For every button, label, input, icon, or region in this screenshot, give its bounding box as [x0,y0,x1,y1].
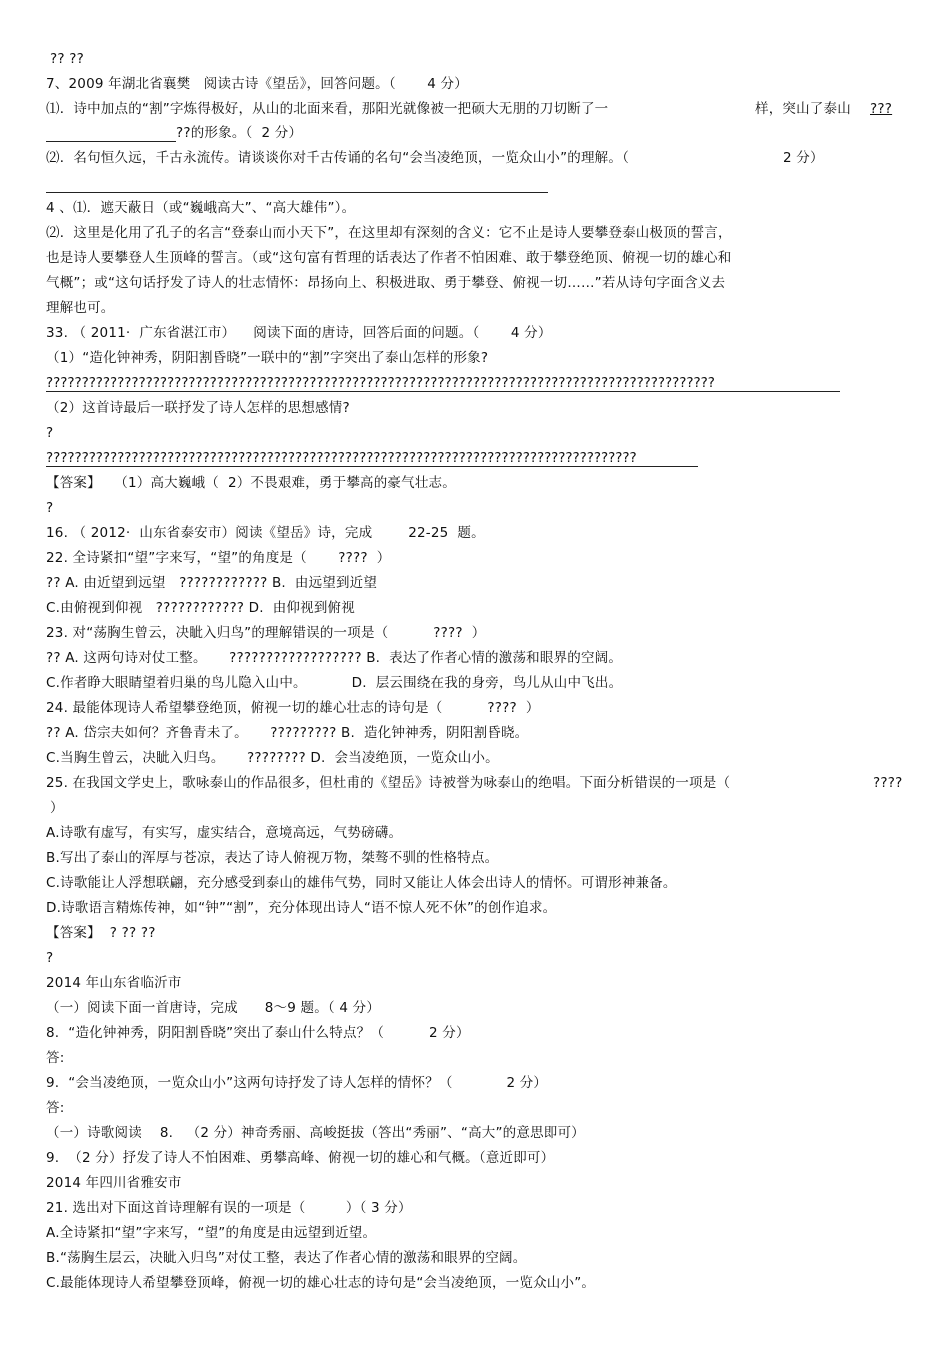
answer-underline [46,391,840,392]
text-line: 23. 对“荡胸生曾云，决眦入归鸟”的理解错误的一项是（ ???? ） [46,625,486,641]
text-line: ⑵．名句恒久远，千古永流传。请谈谈你对千古传诵的名句“会当凌绝顶，一览众山小”的理解。（ [46,150,630,166]
option-line: B.“荡胸生层云，决眦入归鸟”对仗工整，表达了作者心情的激荡和眼界的空阔。 [46,1250,527,1266]
option-line: B.写出了泰山的浑厚与苍凉，表达了诗人俯视万物，桀骜不驯的性格特点。 [46,850,499,866]
text-line: 9. “会当凌绝顶，一览众山小”这两句诗抒发了诗人怎样的情怀？（ 2 分） [46,1075,548,1091]
text-line: 22. 全诗紧扣“望”字来写，“望”的角度是（ ???? ） [46,550,391,566]
text-line: ⑴．诗中加点的“割”字炼得极好，从山的北面来看，那阳光就像被一把硕大无朋的刀切断了一 [46,101,609,117]
answer-underline [46,192,548,193]
answer-line: ⑵．这里是化用了孔子的名言“登泰山而小天下”，在这里却有深刻的含义：它不止是诗人要攀登泰山极顶的誓言， [46,225,732,241]
answer-underline [46,141,176,142]
answer-line: 4 、⑴．遮天蔽日（或“巍峨高大”、“高大雄伟”）。 [46,200,356,216]
text-line: 25. 在我国文学史上，歌咏泰山的作品很多，但杜甫的《望岳》诗被誉为咏泰山的绝唱。下面分析错误的一项是（ [46,775,731,791]
section-heading: 2014 年山东省临沂市 [46,975,182,991]
text-line: 24. 最能体现诗人希望攀登绝顶，俯视一切的雄心壮志的诗句是（ ???? ） [46,700,540,716]
text-line: 8. “造化钟神秀，阴阳割昏晓”突出了泰山什么特点？（ 2 分） [46,1025,470,1041]
answer-line: 【答案】 （1）高大巍峨（ 2）不畏艰难，勇于攀高的豪气壮志。 [46,475,456,491]
section-heading: 2014 年四川省雅安市 [46,1175,182,1191]
text-line: ? [46,500,54,516]
option-line: C.由俯视到仰视 ???????????? D. 由仰视到俯视 [46,600,355,616]
question-heading: 7、2009 年湖北省襄樊 阅读古诗《望岳》，回答问题。（ 4 分） [46,76,468,92]
answer-blank: ?????????????????????????????????????????????????????????????????????????????????????????????? [46,375,715,391]
text-line: ? [46,425,54,441]
option-line: D.诗歌语言精炼传神，如“钟”“割”，充分体现出诗人“语不惊人死不休”的创作追求。 [46,900,557,916]
answer-blank: ??????????????????????????????????????????????????????????????????????????????????? [46,450,637,466]
answer-line: 也是诗人要攀登人生顶峰的誓言。（或“这句富有哲理的话表达了作者不怕困难、敢于攀登绝顶、俯视一切的雄心和 [46,250,732,266]
text-line: ? [46,950,54,966]
answer-underline [46,466,698,467]
text-line: 样，突山了泰山 [755,101,851,117]
answer-line: 9. （2 分）抒发了诗人不怕困难、勇攀高峰、俯视一切的雄心和气概。（意近即可） [46,1150,555,1166]
option-line: ?? A. 由近望到远望 ???????????? B. 由远望到近望 [46,575,378,591]
answer-line: （一）诗歌阅读 8. （2 分）神奇秀丽、高峻挺拔（答出“秀丽”、“高大”的意思即可） [46,1125,585,1141]
text-line: 2 分） [783,150,824,166]
text-line: ??的形象。（ 2 分） [176,125,303,141]
text-line: 答: [46,1050,65,1066]
answer-line: 气概”；或“这句话抒发了诗人的壮志情怀：昂扬向上、积极进取、勇于攀登、俯视一切……”若从诗句字面含义去 [46,275,726,291]
text-line: 21. 选出对下面这首诗理解有误的一项是（ ）（ 3 分） [46,1200,412,1216]
text-line: ） [50,800,64,816]
option-line: ?? A. 岱宗夫如何？齐鲁青未了。 ????????? B. 造化钟神秀，阴阳割昏晓。 [46,725,529,741]
answer-line: 【答案】 ? ?? ?? [46,925,156,941]
text-line: 答: [46,1100,65,1116]
text-line: ?? ?? [50,51,84,67]
option-line: ?? A. 这两句诗对仗工整。 ?????????????????? B. 表达了作者心情的激荡和眼界的空阔。 [46,650,623,666]
text-line: （1）“造化钟神秀，阴阳割昏晓”一联中的“割”字突出了泰山怎样的形象? [46,350,489,366]
option-line: A.诗歌有虚写，有实写，虚实结合，意境高远，气势磅礴。 [46,825,403,841]
answer-line: 理解也可。 [46,300,115,316]
option-line: C.最能体现诗人希望攀登顶峰，俯视一切的雄心壮志的诗句是“会当凌绝顶，一览众山小”。 [46,1275,596,1291]
question-heading: 33. （ 2011· 广东省湛江市） 阅读下面的唐诗，回答后面的问题。（ 4 分） [46,325,552,341]
option-line: C.作者睁大眼睛望着归巢的鸟儿隐入山中。 D. 层云围绕在我的身旁，鸟儿从山中飞出。 [46,675,623,691]
option-line: C.当胸生曾云，决眦入归鸟。 ???????? D. 会当凌绝顶，一览众山小。 [46,750,499,766]
text-line: ???? [873,775,903,791]
question-heading: 16. （ 2012· 山东省泰安市）阅读《望岳》诗，完成 22-25 题。 [46,525,485,541]
text-line: （2）这首诗最后一联抒发了诗人怎样的思想感情? [46,400,350,416]
option-line: A.全诗紧扣“望”字来写，“望”的角度是由远望到近望。 [46,1225,377,1241]
text-line: （一）阅读下面一首唐诗，完成 8～9 题。（ 4 分） [46,1000,381,1016]
option-line: C.诗歌能让人浮想联翩，充分感受到泰山的雄伟气势，同时又能让人体会出诗人的情怀。可谓形神兼备。 [46,875,677,891]
answer-blank: ??? [870,101,893,117]
